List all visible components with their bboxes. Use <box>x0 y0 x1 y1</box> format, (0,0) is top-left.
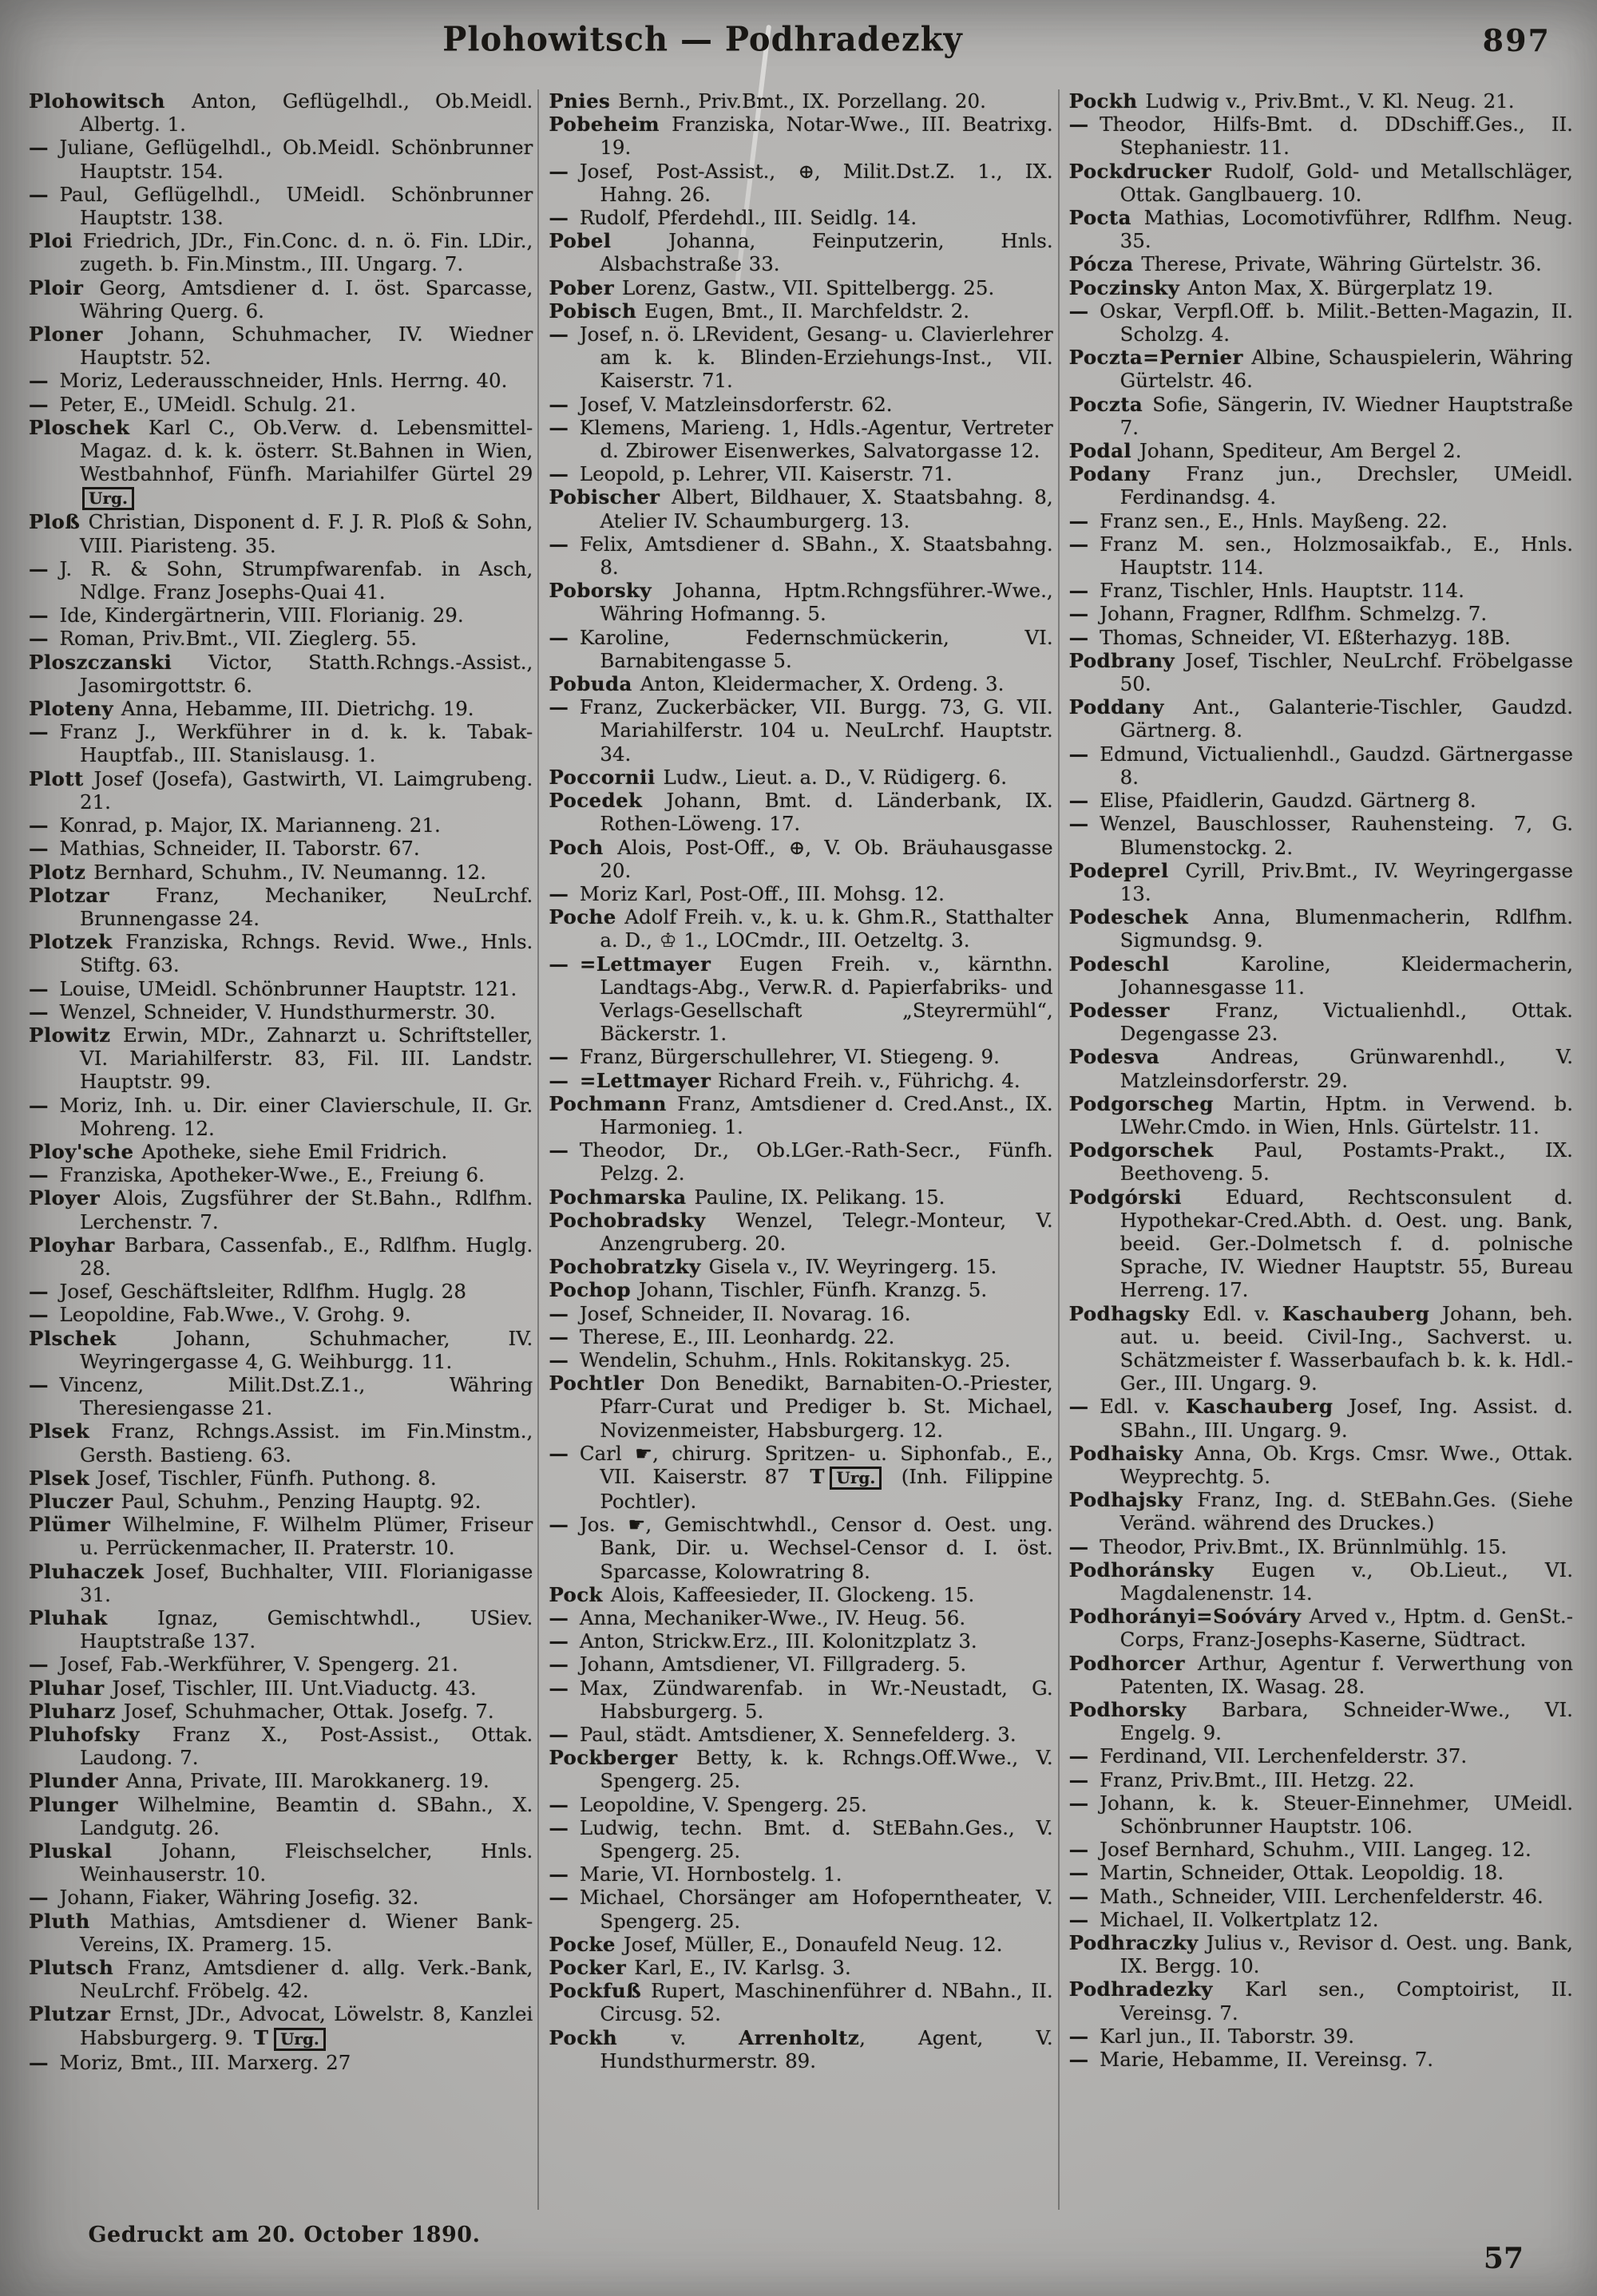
directory-entry: — Johann, Fiaker, Währing Josefig. 32. <box>29 1886 419 1910</box>
directory-entry: Pnies Bernh., Priv.Bmt., IX. Porzellang. 20. <box>549 89 986 113</box>
directory-entry: Pluth Mathias, Amtsdiener d. Wiener Bank-Vereins, IX. Pramerg. 15. <box>29 1909 533 1956</box>
directory-entry: Plotzar Franz, Mechaniker, NeuLrchf. Brunnengasse 24. <box>29 883 533 930</box>
directory-entry: — Johann, k. k. Steuer-Einnehmer, UMeidl. Schönbrunner Hauptstr. 106. <box>1068 1791 1573 1839</box>
directory-entry: Poczta=Pernier Albine, Schauspielerin, Währing Gürtelstr. 46. <box>1068 346 1573 393</box>
directory-entry: — Anton, Strickw.Erz., III. Kolonitzplatz 3. <box>549 1629 977 1653</box>
directory-entry: Podhorsky Barbara, Schneider-Wwe., VI. Engelg. 9. <box>1068 1698 1573 1745</box>
directory-entry: — Elise, Pfaidlerin, Gaudzd. Gärtnerg 8. <box>1068 789 1476 813</box>
directory-entry: Podeschek Anna, Blumenmacherin, Rdlfhm. Sigmundsg. 9. <box>1068 905 1573 952</box>
page-number: 897 <box>1482 22 1551 58</box>
directory-entry: Plohowitsch Anton, Geflügelhdl., Ob.Meidl. Albertg. 1. <box>29 89 533 137</box>
directory-entry: — Vincenz, Milit.Dst.Z.1., Währing Theresiengasse 21. <box>29 1372 533 1420</box>
directory-entry: Ploß Christian, Disponent d. F. J. R. Ploß & Sohn, VIII. Piaristeng. 35. <box>29 510 533 557</box>
directory-entry: — Edl. v. Kaschauberg Josef, Ing. Assist. d. SBahn., III. Ungarg. 9. <box>1068 1395 1573 1442</box>
directory-entry: — Mathias, Schneider, II. Taborstr. 67. <box>29 837 420 861</box>
directory-entry: Pochobradsky Wenzel, Telegr.-Monteur, V. Anzengruberg. 20. <box>549 1208 1053 1255</box>
directory-entry: Podeprel Cyrill, Priv.Bmt., IV. Weyringergasse 13. <box>1068 858 1573 905</box>
directory-entry: Podhaisky Anna, Ob. Krgs. Cmsr. Wwe., Ottak. Weyprechtg. 5. <box>1068 1441 1573 1488</box>
directory-entry: Plutsch Franz, Amtsdiener d. allg. Verk.-Bank, NeuLrchf. Fröbelg. 42. <box>29 1956 533 2003</box>
directory-entry: Podbrany Josef, Tischler, NeuLrchf. Fröbelgasse 50. <box>1068 648 1573 696</box>
directory-entry: — =Lettmayer Eugen Freih. v., kärnthn. Landtags-Abg., Verw.R. d. Papierfabriks- und Verlags-Gesellschaft „Steyrermühl“, Bäckerstr. 1. <box>549 952 1053 1046</box>
directory-entry: — Therese, E., III. Leonhardg. 22. <box>549 1324 895 1348</box>
directory-entry: — Klemens, Marieng. 1, Hdls.-Agentur, Vertreter d. Zbirower Eisenwerkes, Salvatorgasse 12. <box>549 415 1053 463</box>
directory-entry: Podgórski Eduard, Rechtsconsulent d. Hypothekar-Cred.Abth. d. Oest. ung. Bank, beeid. Ger.-Dolmetsch f. d. polnische Sprache, IV. Wiedner Hauptstr. 55, Bureau Herreng. 17. <box>1068 1185 1573 1302</box>
boxed-annotation-badge: Urg. <box>274 2028 326 2051</box>
directory-entry: — Michael, II. Volkertplatz 12. <box>1068 1907 1379 1931</box>
directory-entry: — Franz M. sen., Holzmosaikfab., E., Hnls. Hauptstr. 114. <box>1068 532 1573 580</box>
directory-entry: Ploszczanski Victor, Statth.Rchngs.-Assist., Jasomirgottstr. 6. <box>29 650 533 697</box>
directory-entry: Pocke Josef, Müller, E., Donaufeld Neug. 12. <box>549 1932 1003 1956</box>
directory-entry: Pockh v. Arrenholtz, Agent, V. Hundsthurmerstr. 89. <box>549 2025 1053 2072</box>
directory-entry: — Wendelin, Schuhm., Hnls. Rokitanskyg. 25. <box>549 1348 1011 1372</box>
directory-entry: Poch Alois, Post-Off., ⊕, V. Ob. Bräuhausgasse 20. <box>549 835 1053 882</box>
directory-entry: Poczta Sofie, Sängerin, IV. Wiedner Hauptstraße 7. <box>1068 392 1573 439</box>
directory-entry: Podhorcer Arthur, Agentur f. Verwerthung von Patenten, IX. Wasag. 28. <box>1068 1651 1573 1698</box>
directory-entry: — Franz, Zuckerbäcker, VII. Burgg. 73, G. VII. Mariahilferstr. 104 u. NeuLrchf. Hauptstr. 34. <box>549 695 1053 766</box>
directory-entry: Poccornii Ludw., Lieut. a. D., V. Rüdigerg. 6. <box>549 765 1008 789</box>
running-head: Plohowitsch — Podhradezky <box>442 19 963 60</box>
directory-entry: — Paul, Geflügelhdl., UMeidl. Schönbrunner Hauptstr. 138. <box>29 182 533 230</box>
directory-entry: Podgorscheg Martin, Hptm. in Verwend. b. LWehr.Cmdo. in Wien, Hnls. Gürtelstr. 11. <box>1068 1091 1573 1138</box>
directory-entry: — Konrad, p. Major, IX. Marianneng. 21. <box>29 813 441 837</box>
directory-entry: Plschek Johann, Schuhmacher, IV. Weyringergasse 4, G. Weihburgg. 11. <box>29 1326 533 1373</box>
directory-entry: Pocedek Johann, Bmt. d. Länderbank, IX. Rothen-Löweng. 17. <box>549 789 1053 836</box>
directory-entry: — Felix, Amtsdiener d. SBahn., X. Staatsbahng. 8. <box>549 532 1053 580</box>
directory-entry: — Leopold, p. Lehrer, VII. Kaiserstr. 71. <box>549 462 953 486</box>
directory-entry: Pober Lorenz, Gastw., VII. Spittelbergg. 25. <box>549 275 995 299</box>
directory-entry: — Johann, Amtsdiener, VI. Fillgraderg. 5. <box>549 1653 967 1676</box>
directory-entry: Podhorányi=Soóváry Arved v., Hptm. d. GenSt.-Corps, Franz-Josephs-Kaserne, Südtract. <box>1068 1605 1573 1652</box>
directory-entry: Pochtler Don Benedikt, Barnabiten-O.-Priester, Pfarr-Curat und Prediger b. St. Michael, Novizenmeister, Habsburgerg. 12. <box>549 1372 1053 1442</box>
directory-entry: Pockdrucker Rudolf, Gold- und Metallschläger, Ottak. Ganglbauerg. 10. <box>1068 159 1573 206</box>
directory-entry: — Carl ☛, chirurg. Spritzen- u. Siphonfab., E., VII. Kaiserstr. 87 T Urg. (Inh. Filippine Pochtler). <box>549 1441 1053 1513</box>
directory-entry: — Josef, Geschäftsleiter, Rdlfhm. Huglg. 28 <box>29 1280 466 1304</box>
directory-entry: — Moriz Karl, Post-Off., III. Mohsg. 12. <box>549 881 945 905</box>
directory-entry: Plsek Josef, Tischler, Fünfh. Puthong. 8. <box>29 1466 437 1490</box>
directory-entry: Podal Johann, Spediteur, Am Bergel 2. <box>1068 439 1462 463</box>
directory-entry: Podesva Andreas, Grünwarenhdl., V. Matzleinsdorferstr. 29. <box>1068 1045 1573 1092</box>
directory-entry: Ployhar Barbara, Cassenfab., E., Rdlfhm. Huglg. 28. <box>29 1233 533 1280</box>
directory-entry: Pluczer Paul, Schuhm., Penzing Hauptg. 92. <box>29 1489 481 1513</box>
directory-entry: Podhraczky Julius v., Revisor d. Oest. ung. Bank, IX. Bergg. 10. <box>1068 1931 1573 1978</box>
directory-entry: Podesser Franz, Victualienhdl., Ottak. Degengasse 23. <box>1068 998 1573 1046</box>
directory-entry: Pobuda Anton, Kleidermacher, X. Ordeng. 3. <box>549 672 1005 696</box>
directory-entry: — Franz, Bürgerschullehrer, VI. Stiegeng. 9. <box>549 1045 1000 1069</box>
directory-entry: — Josef, V. Matzleinsdorferstr. 62. <box>549 392 893 416</box>
directory-entry: Ployer Alois, Zugsführer der St.Bahn., Rdlfhm. Lerchenstr. 7. <box>29 1186 533 1233</box>
directory-entry: Pochmann Franz, Amtsdiener d. Cred.Anst., IX. Harmonieg. 1. <box>549 1091 1053 1138</box>
directory-entry: — Wenzel, Bauschlosser, Rauhensteing. 7, G. Blumenstockg. 2. <box>1068 812 1573 859</box>
sheet-number: 57 <box>1483 2242 1524 2275</box>
directory-entry: Ploi Friedrich, JDr., Fin.Conc. d. n. ö. Fin. LDir., zugeth. b. Fin.Minstm., III. Ungarg. 7. <box>29 229 533 276</box>
directory-entry: — Josef, Schneider, II. Novarag. 16. <box>549 1301 911 1325</box>
directory-entry: Pobischer Albert, Bildhauer, X. Staatsbahng. 8, Atelier IV. Schaumburgerg. 13. <box>549 485 1053 532</box>
directory-entry: Pockberger Betty, k. k. Rchngs.Off.Wwe., V. Spengerg. 25. <box>549 1746 1053 1793</box>
directory-entry: Podhagsky Edl. v. Kaschauberg Johann, beh. aut. u. beeid. Civil-Ing., Sachverst. u. Schätzmeister f. Wasserbaufach b. k. k. Hdl.-Ger., III. Ungarg. 9. <box>1068 1301 1573 1395</box>
directory-entry: Pochobratzky Gisela v., IV. Weyringerg. 15. <box>549 1255 997 1279</box>
directory-entry: Pluhofsky Franz X., Post-Assist., Ottak. Laudong. 7. <box>29 1723 533 1770</box>
directory-column-1 <box>29 89 537 2210</box>
directory-entry: Podhoránsky Eugen v., Ob.Lieut., VI. Magdalenenstr. 14. <box>1068 1558 1573 1605</box>
directory-entry: — Ferdinand, VII. Lerchenfelderstr. 37. <box>1068 1744 1468 1768</box>
directory-entry: Pocker Karl, E., IV. Karlsg. 3. <box>549 1956 851 1980</box>
directory-entry: Poche Adolf Freih. v., k. u. k. Ghm.R., Statthalter a. D., ♔ 1., LOCmdr., III. Oetzeltg. 3. <box>549 905 1053 952</box>
directory-entry: Pobeheim Franziska, Notar-Wwe., III. Beatrixg. 19. <box>549 113 1053 160</box>
directory-entry: Ploteny Anna, Hebamme, III. Dietrichg. 19. <box>29 697 474 721</box>
directory-entry: — Thomas, Schneider, VI. Eßterhazyg. 18B. <box>1068 625 1511 649</box>
directory-entry: — Franziska, Apotheker-Wwe., E., Freiung 6. <box>29 1163 485 1187</box>
directory-entry: — Karl jun., II. Taborstr. 39. <box>1068 2024 1355 2048</box>
directory-entry: Ploschek Karl C., Ob.Verw. d. Lebensmittel-Magaz. d. k. k. österr. St.Bahnen in Wien, Westbahnhof, Fünfh. Mariahilfer Gürtel 29 Urg. <box>29 416 533 511</box>
directory-entry: Ploner Johann, Schuhmacher, IV. Wiedner Hauptstr. 52. <box>29 323 533 370</box>
directory-entry: — Ide, Kindergärtnerin, VIII. Florianig. 29. <box>29 604 464 627</box>
directory-entry: — Theodor, Priv.Bmt., IX. Brünnlmühlg. 15. <box>1068 1534 1508 1558</box>
directory-columns <box>29 89 1578 2210</box>
directory-entry: — Franz, Tischler, Hnls. Hauptstr. 114. <box>1068 579 1464 603</box>
directory-entry: Pócza Therese, Private, Währing Gürtelstr. 36. <box>1068 252 1542 276</box>
directory-entry: — Leopoldine, Fab.Wwe., V. Grohg. 9. <box>29 1303 411 1327</box>
directory-entry: — Roman, Priv.Bmt., VII. Zieglerg. 55. <box>29 627 418 651</box>
directory-entry: — Edmund, Victualienhdl., Gaudzd. Gärtnergasse 8. <box>1068 742 1573 789</box>
directory-entry: Pock Alois, Kaffeesieder, II. Glockeng. 15. <box>549 1582 975 1606</box>
directory-entry: Podhradezky Karl sen., Comptoirist, II. Vereinsg. 7. <box>1068 1977 1573 2025</box>
directory-entry: — Marie, Hebamme, II. Vereinsg. 7. <box>1068 2048 1434 2072</box>
directory-entry: Pluharz Josef, Schuhmacher, Ottak. Josefg. 7. <box>29 1699 494 1723</box>
directory-entry: Ploy'sche Apotheke, siehe Emil Fridrich. <box>29 1139 448 1163</box>
directory-entry: — Franz J., Werkführer in d. k. k. Tabak-Hauptfab., III. Stanislausg. 1. <box>29 720 533 767</box>
directory-column-2 <box>537 89 1057 2210</box>
directory-entry: Pluhar Josef, Tischler, III. Unt.Viaductg. 43. <box>29 1676 477 1700</box>
directory-entry: Pluhaczek Josef, Buchhalter, VIII. Florianigasse 31. <box>29 1559 533 1606</box>
directory-entry: — Oskar, Verpfl.Off. b. Milit.-Betten-Magazin, II. Scholzg. 4. <box>1068 299 1573 346</box>
directory-entry: Pocta Mathias, Locomotivführer, Rdlfhm. Neug. 35. <box>1068 206 1573 253</box>
directory-entry: — Wenzel, Schneider, V. Hundsthurmerstr. 30. <box>29 1000 496 1023</box>
directory-entry: — Theodor, Dr., Ob.LGer.-Rath-Secr., Fünfh. Pelzg. 2. <box>549 1138 1053 1186</box>
directory-entry: — Math., Schneider, VIII. Lerchenfelderstr. 46. <box>1068 1884 1544 1908</box>
directory-entry: Poborsky Johanna, Hptm.Rchngsführer.-Wwe., Währing Hofmanng. 5. <box>549 579 1053 626</box>
directory-entry: — Franz sen., E., Hnls. Mayßeng. 22. <box>1068 509 1448 532</box>
directory-entry: — Josef, n. ö. LRevident, Gesang- u. Clavierlehrer am k. k. Blinden-Erziehungs-Inst., VII. Kaiserstr. 71. <box>549 323 1053 393</box>
directory-entry: — Josef, Post-Assist., ⊕, Milit.Dst.Z. 1., IX. Hahng. 26. <box>549 159 1053 206</box>
directory-entry: — Josef Bernhard, Schuhm., VIII. Langeg. 12. <box>1068 1838 1532 1862</box>
directory-entry: Podgorschek Paul, Postamts-Prakt., IX. Beethoveng. 5. <box>1068 1138 1573 1186</box>
directory-entry: — Juliane, Geflügelhdl., Ob.Meidl. Schönbrunner Hauptstr. 154. <box>29 136 533 183</box>
directory-entry: — Karoline, Federnschmückerin, VI. Barnabitengasse 5. <box>549 625 1053 672</box>
directory-entry: Pluskal Johann, Fleischselcher, Hnls. Weinhauserstr. 10. <box>29 1839 533 1886</box>
directory-entry: Plunder Anna, Private, III. Marokkanerg. 19. <box>29 1769 489 1793</box>
directory-entry: — Josef, Fab.-Werkführer, V. Spengerg. 21. <box>29 1653 458 1676</box>
directory-entry: Plutzar Ernst, JDr., Advocat, Löwelstr. 8, Kanzlei Habsburgerg. 9. T Urg. <box>29 2002 533 2049</box>
directory-entry: — Rudolf, Pferdehdl., III. Seidlg. 14. <box>549 206 917 230</box>
boxed-annotation-badge: Urg. <box>82 487 134 510</box>
directory-entry: Podany Franz jun., Drechsler, UMeidl. Ferdinandsg. 4. <box>1068 462 1573 509</box>
directory-entry: — Leopoldine, V. Spengerg. 25. <box>549 1792 867 1816</box>
directory-entry: — Paul, städt. Amtsdiener, X. Sennefelderg. 3. <box>549 1723 1016 1747</box>
directory-entry: Ploir Georg, Amtsdiener d. I. öst. Sparcasse, Währing Querg. 6. <box>29 275 533 323</box>
directory-entry: — Ludwig, techn. Bmt. d. StEBahn.Ges., V. Spengerg. 25. <box>549 1815 1053 1863</box>
directory-entry: Plümer Wilhelmine, F. Wilhelm Plümer, Friseur u. Perrückenmacher, II. Praterstr. 10. <box>29 1513 533 1560</box>
directory-entry: Pockfuß Rupert, Maschinenführer d. NBahn., II. Circusg. 52. <box>549 1979 1053 2026</box>
directory-entry: — Franz, Priv.Bmt., III. Hetzg. 22. <box>1068 1768 1415 1791</box>
directory-entry: Pobel Johanna, Feinputzerin, Hnls. Alsbachstraße 33. <box>549 229 1053 276</box>
directory-entry: — =Lettmayer Richard Freih. v., Führichg. 4. <box>549 1068 1020 1092</box>
directory-entry: — Max, Zündwarenfab. in Wr.-Neustadt, G. Habsburgerg. 5. <box>549 1676 1053 1723</box>
directory-entry: Plotz Bernhard, Schuhm., IV. Neumanng. 12. <box>29 860 487 884</box>
directory-entry: Pockh Ludwig v., Priv.Bmt., V. Kl. Neug. 21. <box>1068 89 1515 113</box>
directory-entry: — J. R. & Sohn, Strumpfwarenfab. in Asch, Ndlge. Franz Josephs-Quai 41. <box>29 556 533 604</box>
directory-entry: — Jos. ☛, Gemischtwhdl., Censor d. Oest. ung. Bank, Dir. u. Wechsel-Censor d. I. öst. Sparcasse, Kolowratring 8. <box>549 1513 1053 1583</box>
directory-entry: Plotzek Franziska, Rchngs. Revid. Wwe., Hnls. Stiftg. 63. <box>29 930 533 977</box>
directory-entry: Plsek Franz, Rchngs.Assist. im Fin.Minstm., Gersth. Bastieng. 63. <box>29 1419 533 1467</box>
directory-entry: — Moriz, Inh. u. Dir. einer Clavierschule, II. Gr. Mohreng. 12. <box>29 1093 533 1140</box>
directory-entry: — Moriz, Bmt., III. Marxerg. 27 <box>29 2050 351 2074</box>
directory-entry: Plott Josef (Josefa), Gastwirth, VI. Laimgrubeng. 21. <box>29 766 533 813</box>
directory-entry: — Martin, Schneider, Ottak. Leopoldig. 18. <box>1068 1861 1504 1885</box>
directory-entry: Poczinsky Anton Max, X. Bürgerplatz 19. <box>1068 275 1494 299</box>
directory-entry: — Anna, Mechaniker-Wwe., IV. Heug. 56. <box>549 1606 966 1629</box>
directory-entry: — Marie, VI. Hornbostelg. 1. <box>549 1863 842 1886</box>
print-date-note: Gedruckt am 20. October 1890. <box>88 2223 481 2247</box>
directory-entry: Pluhak Ignaz, Gemischtwhdl., USiev. Hauptstraße 137. <box>29 1606 533 1653</box>
directory-entry: Podhajsky Franz, Ing. d. StEBahn.Ges. (Siehe Veränd. während des Druckes.) <box>1068 1488 1573 1535</box>
directory-entry: — Louise, UMeidl. Schönbrunner Hauptstr. 121. <box>29 976 517 1000</box>
directory-entry: Podeschl Karoline, Kleidermacherin, Johannesgasse 11. <box>1068 952 1573 999</box>
directory-column-3 <box>1058 89 1578 2210</box>
directory-entry: — Theodor, Hilfs-Bmt. d. DDschiff.Ges., II. Stephaniestr. 11. <box>1068 113 1573 160</box>
directory-entry: Pobisch Eugen, Bmt., II. Marchfeldstr. 2. <box>549 299 970 323</box>
directory-entry: — Peter, E., UMeidl. Schulg. 21. <box>29 392 356 416</box>
directory-entry: Plunger Wilhelmine, Beamtin d. SBahn., X. Landgutg. 26. <box>29 1792 533 1839</box>
directory-entry: — Moriz, Lederausschneider, Hnls. Herrng. 40. <box>29 369 508 393</box>
boxed-annotation-badge: Urg. <box>830 1467 882 1490</box>
directory-entry: — Johann, Fragner, Rdlfhm. Schmelzg. 7. <box>1068 602 1488 626</box>
directory-entry: Plowitz Erwin, MDr., Zahnarzt u. Schriftsteller, VI. Mariahilferstr. 83, Fil. III. Landstr. Hauptstr. 99. <box>29 1023 533 1094</box>
directory-entry: — Michael, Chorsänger am Hofoperntheater, V. Spengerg. 25. <box>549 1886 1053 1933</box>
directory-entry: Pochop Johann, Tischler, Fünfh. Kranzg. 5. <box>549 1278 988 1302</box>
directory-entry: Pochmarska Pauline, IX. Pelikang. 15. <box>549 1185 945 1209</box>
directory-entry: Poddany Ant., Galanterie-Tischler, Gaudzd. Gärtnerg. 8. <box>1068 695 1573 742</box>
